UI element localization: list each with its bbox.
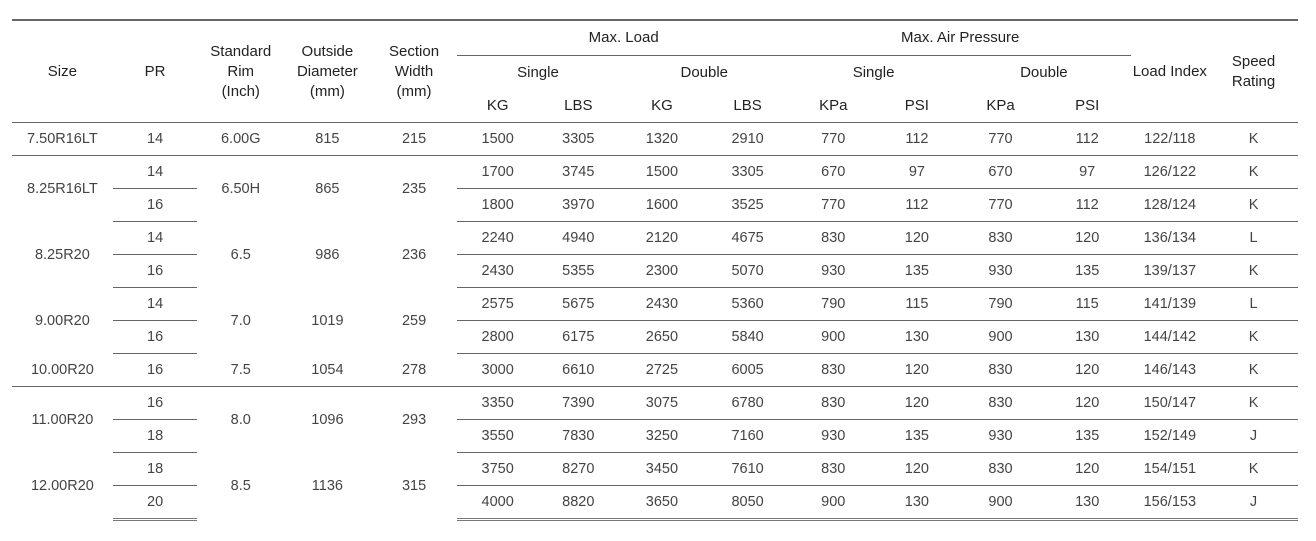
cell-rim: 8.5	[230, 478, 251, 494]
cell-load-double-lbs: 4675	[705, 222, 790, 255]
cell-pressure-double-kpa: 830	[957, 453, 1044, 486]
table-row	[12, 354, 1298, 387]
cell-pressure-double-psi: 97	[1044, 156, 1131, 189]
cell-load-single-kg: 1800	[457, 189, 538, 222]
cell-load-single-lbs: 4940	[538, 222, 619, 255]
cell-rim: 7.0	[230, 312, 251, 329]
cell-pressure-single-kpa: 770	[790, 189, 877, 222]
cell-rim: 8.0	[230, 411, 251, 428]
cell-pr: 14	[113, 156, 198, 189]
cell-size: 8.25R20	[34, 246, 90, 263]
cell-outside-diameter: 1096	[311, 411, 344, 428]
cell-pressure-double-kpa: 770	[957, 123, 1044, 156]
header-pressure-double-kpa: KPa	[957, 89, 1044, 123]
cell-outside-diameter: 986	[315, 246, 340, 263]
cell-pressure-single-kpa: 830	[790, 354, 877, 387]
cell-pressure-single-psi: 115	[877, 288, 958, 321]
cell-load-single-lbs: 6175	[538, 321, 619, 354]
cell-load-single-lbs: 3305	[538, 123, 619, 156]
cell-pressure-double-psi: 120	[1044, 222, 1131, 255]
header-rim-line1: Standard	[210, 42, 272, 60]
header-load-double-lbs: LBS	[705, 89, 790, 123]
table-row	[12, 288, 1298, 321]
cell-pressure-single-psi: 130	[877, 321, 958, 354]
cell-load-index: 122/118	[1131, 123, 1210, 156]
table-row	[12, 123, 1298, 156]
cell-pressure-single-psi: 120	[877, 453, 958, 486]
cell-section-width: 259	[401, 312, 427, 329]
cell-load-index: 150/147	[1131, 387, 1210, 420]
cell-pr: 14	[113, 222, 198, 255]
cell-load-double-kg: 2300	[619, 255, 706, 288]
header-section-width	[371, 20, 458, 123]
cell-load-single-kg: 1500	[457, 123, 538, 156]
cell-load-double-lbs: 5840	[705, 321, 790, 354]
cell-load-double-kg: 1600	[619, 189, 706, 222]
cell-load-index: 126/122	[1131, 156, 1210, 189]
cell-rim: 6.50H	[221, 180, 261, 197]
cell-load-double-kg: 1320	[619, 123, 706, 156]
cell-speed-rating: K	[1209, 255, 1298, 288]
cell-pressure-double-psi: 130	[1044, 486, 1131, 520]
cell-load-double-kg: 2120	[619, 222, 706, 255]
cell-rim: 6.5	[230, 246, 251, 263]
cell-load-double-lbs: 5360	[705, 288, 790, 321]
cell-load-single-lbs: 3745	[538, 156, 619, 189]
header-outside-diameter	[284, 20, 371, 123]
cell-section-width: 315	[401, 478, 427, 494]
cell-pressure-double-kpa: 670	[957, 156, 1044, 189]
cell-pr: 20	[113, 486, 198, 520]
cell-pressure-single-psi: 97	[877, 156, 958, 189]
cell-pressure-single-kpa: 900	[790, 321, 877, 354]
cell-size: 8.25R16LT	[27, 180, 98, 197]
cell-size: 12.00R20	[30, 478, 94, 494]
cell-load-double-lbs: 7160	[705, 420, 790, 453]
cell-load-single-kg: 2575	[457, 288, 538, 321]
header-pressure-single-kpa: KPa	[790, 89, 877, 123]
cell-load-double-kg: 3650	[619, 486, 706, 520]
cell-load-double-kg: 3250	[619, 420, 706, 453]
cell-pressure-single-kpa: 930	[790, 420, 877, 453]
cell-load-single-kg: 4000	[457, 486, 538, 520]
cell-load-single-lbs: 8270	[538, 453, 619, 486]
table-body	[12, 123, 1298, 520]
cell-pressure-double-kpa: 830	[957, 222, 1044, 255]
cell-outside-diameter: 815	[284, 123, 371, 156]
cell-load-double-lbs: 3525	[705, 189, 790, 222]
cell-pr: 18	[113, 420, 198, 453]
cell-pressure-single-kpa: 830	[790, 222, 877, 255]
header-od-line1: Outside	[301, 42, 354, 60]
cell-pressure-single-psi: 112	[877, 123, 958, 156]
header-rim-line2: Rim	[227, 62, 255, 80]
cell-section-width: 215	[371, 123, 458, 156]
cell-load-index: 141/139	[1131, 288, 1210, 321]
cell-pr: 18	[113, 453, 198, 486]
cell-load-single-lbs: 3970	[538, 189, 619, 222]
cell-pressure-single-psi: 112	[877, 189, 958, 222]
cell-speed-rating: K	[1209, 354, 1298, 387]
cell-size: 7.50R16LT	[12, 123, 113, 156]
header-standard-rim	[197, 20, 284, 123]
cell-speed-rating: K	[1209, 156, 1298, 189]
cell-pressure-single-kpa: 830	[790, 387, 877, 420]
cell-load-double-lbs: 2910	[705, 123, 790, 156]
cell-rim: 7.5	[197, 354, 284, 387]
cell-pressure-double-psi: 120	[1044, 387, 1131, 420]
cell-outside-diameter: 1019	[311, 312, 344, 329]
cell-pressure-single-psi: 120	[877, 222, 958, 255]
header-speed-line2: Rating	[1231, 72, 1276, 90]
cell-speed-rating: L	[1209, 288, 1298, 321]
header-load-double-kg: KG	[619, 89, 706, 123]
cell-load-double-kg: 2430	[619, 288, 706, 321]
cell-load-single-kg: 1700	[457, 156, 538, 189]
cell-pressure-single-kpa: 900	[790, 486, 877, 520]
cell-load-double-lbs: 6780	[705, 387, 790, 420]
cell-speed-rating: L	[1209, 222, 1298, 255]
header-rim-line3: (Inch)	[221, 82, 260, 100]
cell-pressure-single-kpa: 770	[790, 123, 877, 156]
table-header	[12, 20, 1298, 123]
header-load-single: Single	[517, 63, 559, 81]
header-pr: PR	[113, 20, 198, 123]
cell-load-index: 144/142	[1131, 321, 1210, 354]
cell-load-single-lbs: 5355	[538, 255, 619, 288]
cell-load-single-kg: 2430	[457, 255, 538, 288]
cell-pressure-double-psi: 112	[1044, 189, 1131, 222]
header-pressure-double: Double	[1020, 63, 1068, 81]
cell-pressure-double-kpa: 790	[957, 288, 1044, 321]
cell-pr: 16	[113, 354, 198, 387]
cell-pressure-single-psi: 120	[877, 387, 958, 420]
cell-pressure-double-kpa: 930	[957, 420, 1044, 453]
cell-pr: 16	[113, 255, 198, 288]
cell-speed-rating: K	[1209, 321, 1298, 354]
cell-pr: 16	[113, 189, 198, 222]
header-max-load: Max. Load	[457, 20, 790, 56]
cell-pressure-single-psi: 120	[877, 354, 958, 387]
cell-load-index: 156/153	[1131, 486, 1210, 520]
cell-load-single-kg: 3750	[457, 453, 538, 486]
header-speed-line1: Speed	[1231, 52, 1276, 70]
cell-outside-diameter: 1054	[284, 354, 371, 387]
header-sw-line2: Width	[394, 62, 434, 80]
cell-pr: 14	[113, 123, 198, 156]
header-sw-line3: (mm)	[396, 82, 432, 100]
cell-size: 11.00R20	[31, 411, 94, 428]
cell-speed-rating: K	[1209, 189, 1298, 222]
cell-load-index: 136/134	[1131, 222, 1210, 255]
cell-load-single-lbs: 5675	[538, 288, 619, 321]
header-pressure-single-psi: PSI	[877, 89, 958, 123]
cell-section-width: 235	[401, 180, 427, 197]
cell-pressure-double-kpa: 770	[957, 189, 1044, 222]
cell-outside-diameter: 1136	[311, 478, 343, 494]
cell-pressure-double-kpa: 830	[957, 387, 1044, 420]
cell-load-single-lbs: 8820	[538, 486, 619, 520]
header-pressure-double-psi: PSI	[1044, 89, 1131, 123]
header-pressure-single: Single	[852, 63, 895, 81]
cell-speed-rating: J	[1209, 420, 1298, 453]
cell-load-double-lbs: 7610	[705, 453, 790, 486]
cell-section-width: 278	[371, 354, 458, 387]
cell-pressure-double-psi: 130	[1044, 321, 1131, 354]
cell-pressure-double-kpa: 900	[957, 321, 1044, 354]
header-load-single-kg: KG	[457, 89, 538, 123]
table-row	[12, 387, 1298, 420]
cell-pr: 14	[113, 288, 198, 321]
cell-speed-rating: J	[1209, 486, 1298, 520]
cell-load-double-lbs: 8050	[705, 486, 790, 520]
cell-pressure-single-psi: 135	[877, 255, 958, 288]
cell-speed-rating: K	[1209, 453, 1298, 486]
cell-load-double-lbs: 5070	[705, 255, 790, 288]
cell-pressure-single-psi: 135	[877, 420, 958, 453]
cell-load-double-kg: 1500	[619, 156, 706, 189]
cell-load-double-kg: 2725	[619, 354, 706, 387]
cell-load-single-kg: 3000	[457, 354, 538, 387]
header-od-line3: (mm)	[309, 82, 345, 100]
header-od-line2: Diameter	[296, 62, 358, 80]
cell-pr: 16	[113, 321, 198, 354]
cell-load-double-kg: 3450	[619, 453, 706, 486]
cell-load-single-kg: 2800	[457, 321, 538, 354]
cell-pr: 16	[113, 387, 198, 420]
cell-pressure-double-psi: 112	[1044, 123, 1131, 156]
cell-load-double-kg: 2650	[619, 321, 706, 354]
cell-pressure-double-psi: 120	[1044, 453, 1131, 486]
cell-pressure-single-kpa: 830	[790, 453, 877, 486]
cell-pressure-single-kpa: 930	[790, 255, 877, 288]
cell-load-double-lbs: 6005	[705, 354, 790, 387]
header-load-double: Double	[680, 63, 729, 81]
cell-pressure-single-kpa: 670	[790, 156, 877, 189]
cell-section-width: 236	[401, 246, 427, 263]
table-row	[12, 156, 1298, 189]
cell-section-width: 293	[401, 411, 427, 428]
cell-pressure-single-psi: 130	[877, 486, 958, 520]
cell-load-index: 154/151	[1131, 453, 1210, 486]
cell-size: 9.00R20	[34, 312, 90, 329]
cell-load-single-kg: 2240	[457, 222, 538, 255]
cell-outside-diameter: 865	[315, 180, 340, 197]
cell-pressure-double-psi: 120	[1044, 354, 1131, 387]
cell-pressure-double-psi: 135	[1044, 420, 1131, 453]
header-speed-rating	[1209, 20, 1298, 123]
cell-pressure-double-psi: 115	[1044, 288, 1131, 321]
header-size: Size	[12, 20, 113, 123]
cell-size: 10.00R20	[12, 354, 113, 387]
cell-load-index: 146/143	[1131, 354, 1210, 387]
header-max-air-pressure: Max. Air Pressure	[790, 20, 1131, 56]
cell-load-single-lbs: 6610	[538, 354, 619, 387]
header-load-single-lbs: LBS	[538, 89, 619, 123]
table-row	[12, 453, 1298, 486]
cell-load-index: 139/137	[1131, 255, 1210, 288]
cell-load-single-lbs: 7830	[538, 420, 619, 453]
header-sw-line1: Section	[389, 42, 440, 60]
cell-load-index: 128/124	[1131, 189, 1210, 222]
cell-speed-rating: K	[1209, 123, 1298, 156]
cell-speed-rating: K	[1209, 387, 1298, 420]
cell-pressure-double-kpa: 930	[957, 255, 1044, 288]
cell-load-single-kg: 3550	[457, 420, 538, 453]
cell-load-single-kg: 3350	[457, 387, 538, 420]
cell-pressure-single-kpa: 790	[790, 288, 877, 321]
cell-pressure-double-kpa: 830	[957, 354, 1044, 387]
cell-load-double-lbs: 3305	[705, 156, 790, 189]
cell-pressure-double-kpa: 900	[957, 486, 1044, 520]
cell-load-index: 152/149	[1131, 420, 1210, 453]
cell-load-double-kg: 3075	[619, 387, 706, 420]
cell-pressure-double-psi: 135	[1044, 255, 1131, 288]
header-load-index: Load Index	[1131, 20, 1210, 123]
cell-rim: 6.00G	[197, 123, 284, 156]
tire-spec-table	[12, 19, 1298, 521]
cell-load-single-lbs: 7390	[538, 387, 619, 420]
table-row	[12, 222, 1298, 255]
